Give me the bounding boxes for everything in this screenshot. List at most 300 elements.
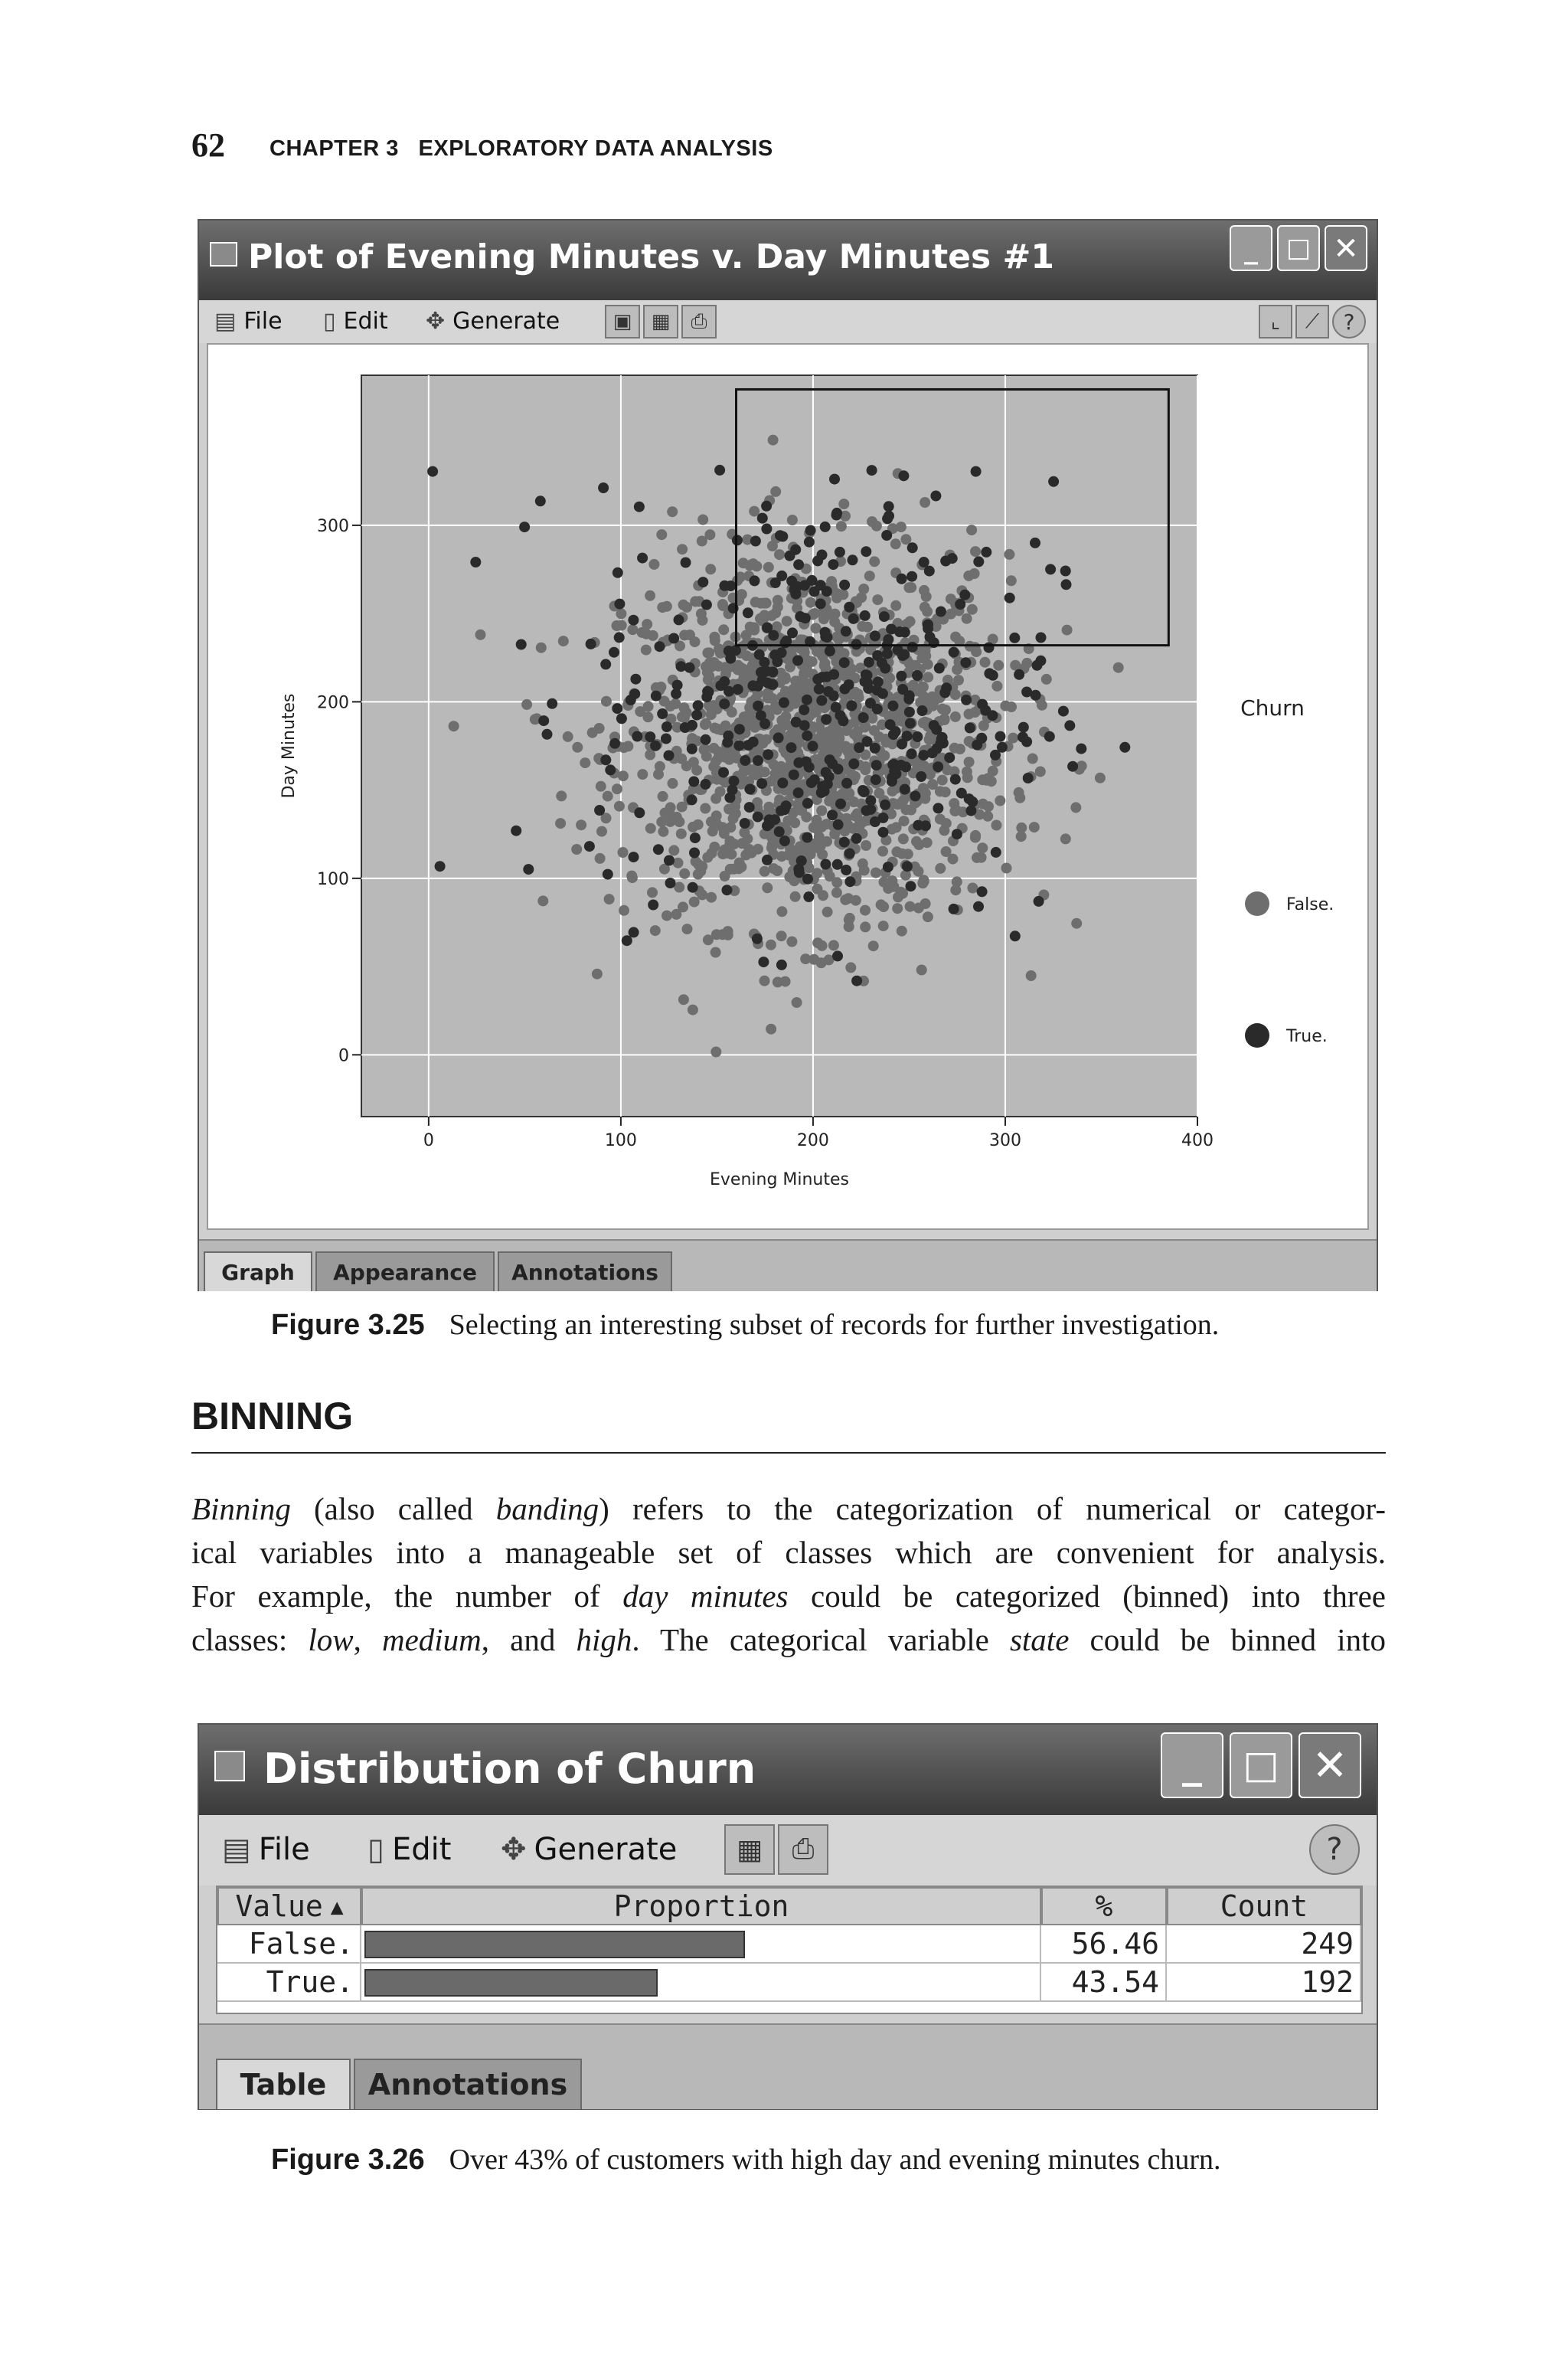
tab-table[interactable]: Table: [216, 2059, 351, 2109]
point-true: [752, 934, 763, 944]
point-false: [766, 776, 777, 787]
point-false: [697, 515, 708, 525]
help-button[interactable]: ?: [1332, 305, 1366, 339]
point-true: [1032, 660, 1043, 671]
select-mode-button[interactable]: ⌞: [1259, 305, 1292, 339]
point-false: [749, 625, 760, 636]
point-true: [907, 542, 918, 553]
point-false: [819, 658, 830, 669]
point-true: [538, 715, 549, 726]
point-false: [757, 738, 768, 749]
point-true: [753, 755, 763, 766]
point-true: [835, 799, 846, 810]
point-true: [435, 861, 446, 872]
point-true: [839, 657, 850, 668]
point-false: [766, 1024, 776, 1035]
point-false: [679, 868, 690, 879]
menu-bar: [199, 300, 1377, 343]
point-true: [470, 557, 481, 567]
edit-menu-icon: ▯: [368, 1832, 385, 1867]
cell-value[interactable]: False.: [217, 1925, 361, 1964]
point-false: [920, 646, 931, 656]
point-true: [628, 615, 639, 626]
point-true: [917, 705, 928, 716]
point-true: [835, 547, 845, 558]
point-false: [760, 976, 770, 986]
point-false: [1000, 701, 1011, 711]
point-true: [794, 867, 805, 878]
point-false: [755, 613, 766, 624]
point-true: [1018, 722, 1029, 733]
point-false: [780, 686, 791, 697]
point-false: [635, 706, 645, 717]
point-true: [1023, 773, 1034, 783]
column-header-value[interactable]: Value ▲: [217, 1887, 361, 1925]
point-false: [690, 596, 701, 607]
point-true: [820, 522, 831, 532]
point-false: [688, 1005, 698, 1016]
point-true: [766, 679, 777, 690]
export-button[interactable]: ▣: [605, 305, 640, 339]
point-false: [1060, 833, 1071, 844]
point-false: [776, 906, 787, 917]
point-true: [806, 777, 817, 788]
point-false: [950, 885, 961, 895]
point-true: [899, 649, 910, 660]
point-false: [710, 947, 721, 958]
point-true: [930, 491, 941, 502]
cell-count[interactable]: 192: [1167, 1964, 1361, 2002]
point-false: [983, 801, 994, 812]
figure-label: Figure 3.25: [271, 1309, 425, 1341]
point-false: [890, 538, 901, 549]
point-true: [871, 760, 882, 770]
point-true: [760, 718, 770, 729]
point-false: [746, 848, 757, 859]
column-header-proportion[interactable]: Proportion: [361, 1887, 1041, 1925]
point-true: [750, 536, 761, 547]
point-true: [748, 737, 759, 747]
point-true: [802, 798, 813, 809]
point-true: [786, 742, 797, 753]
text-run: classes:: [191, 1622, 309, 1657]
point-true: [1045, 564, 1056, 574]
cell-proportion[interactable]: [361, 1964, 1041, 2002]
point-false: [704, 671, 714, 682]
point-true: [743, 607, 753, 618]
point-true: [1034, 896, 1044, 907]
point-false: [1029, 822, 1040, 832]
point-false: [903, 849, 913, 859]
point-true: [632, 731, 642, 742]
point-true: [792, 655, 803, 666]
point-false: [658, 791, 668, 802]
point-false: [964, 708, 975, 719]
point-false: [811, 623, 822, 633]
point-true: [745, 784, 756, 795]
point-false: [710, 1047, 721, 1058]
point-false: [704, 647, 714, 658]
point-false: [766, 610, 777, 621]
point-true: [634, 807, 645, 818]
point-true: [600, 754, 611, 765]
column-header-percent[interactable]: %: [1041, 1887, 1167, 1925]
point-true: [427, 466, 438, 477]
tab-appearance[interactable]: Appearance: [315, 1251, 495, 1291]
point-true: [637, 553, 648, 564]
point-true: [848, 613, 859, 624]
maximize-button[interactable]: □: [1230, 1732, 1292, 1798]
point-true: [768, 630, 779, 641]
y-tick-label: 0: [338, 1046, 349, 1066]
point-false: [927, 692, 938, 702]
point-true: [897, 684, 908, 695]
point-true: [799, 720, 810, 731]
point-true: [776, 571, 787, 581]
text-run: ) refers to the categorization of numerical or categor-: [599, 1491, 1386, 1526]
point-false: [937, 775, 948, 786]
point-true: [1076, 744, 1086, 754]
point-true: [805, 525, 816, 536]
point-false: [993, 660, 1004, 671]
point-false: [679, 630, 690, 640]
point-false: [988, 766, 998, 777]
point-false: [919, 585, 929, 596]
point-true: [779, 804, 790, 815]
point-true: [715, 680, 726, 691]
point-true: [802, 832, 812, 843]
menu-generate[interactable]: ✥ Generate: [426, 308, 560, 335]
point-true: [687, 720, 697, 731]
point-false: [1001, 863, 1012, 874]
point-true: [802, 874, 813, 885]
point-false: [953, 675, 964, 685]
point-false: [1027, 754, 1038, 764]
point-false: [1035, 767, 1046, 777]
point-true: [865, 698, 876, 708]
text-line: [191, 1487, 1386, 1531]
point-true: [877, 688, 888, 699]
caption-text: Selecting an interesting subset of records for further investigation.: [449, 1309, 1220, 1341]
point-false: [952, 664, 962, 675]
point-false: [831, 728, 842, 739]
point-true: [984, 668, 995, 679]
point-true: [754, 649, 765, 660]
point-true: [861, 805, 872, 816]
point-false: [714, 643, 724, 654]
point-true: [879, 611, 890, 622]
point-true: [609, 738, 620, 749]
print-button[interactable]: ⎙: [778, 1824, 828, 1875]
point-false: [935, 863, 946, 874]
point-false: [475, 630, 486, 640]
point-true: [839, 837, 850, 848]
point-true: [714, 465, 725, 476]
italic-term: state: [1009, 1622, 1070, 1657]
generate-menu-icon: ✥: [501, 1832, 527, 1867]
point-false: [836, 521, 847, 531]
print-button[interactable]: ⎙: [681, 305, 717, 339]
point-true: [657, 708, 668, 719]
point-false: [690, 636, 701, 647]
legend-label-false: False.: [1286, 895, 1334, 914]
point-false: [746, 714, 757, 724]
point-false: [749, 506, 760, 517]
point-false: [681, 760, 692, 771]
point-true: [872, 650, 883, 661]
point-true: [927, 747, 938, 758]
point-false: [942, 764, 952, 775]
point-true: [865, 795, 876, 806]
italic-term: medium: [381, 1622, 482, 1657]
point-true: [645, 731, 655, 742]
point-true: [949, 647, 959, 658]
point-true: [776, 960, 787, 970]
point-true: [956, 788, 967, 799]
point-true: [881, 530, 892, 541]
point-true: [523, 864, 534, 875]
maximize-button[interactable]: □: [1277, 225, 1320, 271]
point-true: [1060, 566, 1071, 577]
point-false: [682, 924, 693, 934]
point-true: [934, 663, 945, 674]
point-false: [916, 965, 927, 976]
cell-value[interactable]: True.: [217, 1964, 361, 2002]
point-false: [604, 894, 615, 904]
point-false: [962, 613, 972, 624]
point-true: [734, 724, 745, 734]
point-true: [773, 732, 784, 743]
column-header-count[interactable]: Count: [1167, 1887, 1361, 1925]
point-true: [977, 886, 988, 897]
point-false: [832, 589, 843, 600]
point-false: [774, 549, 785, 560]
point-false: [808, 954, 819, 965]
title-bar: [199, 221, 1377, 300]
tab-annotations[interactable]: Annotations: [354, 2059, 582, 2109]
point-false: [645, 823, 656, 834]
point-true: [817, 550, 828, 561]
point-false: [846, 769, 857, 780]
point-true: [858, 712, 869, 723]
point-true: [827, 810, 838, 820]
point-false: [812, 646, 822, 657]
point-true: [690, 832, 701, 843]
menu-generate[interactable]: ✥ Generate: [501, 1832, 678, 1867]
point-false: [1014, 793, 1025, 803]
y-axis-label: Day Minutes: [279, 693, 299, 799]
point-true: [744, 802, 755, 813]
point-false: [964, 757, 975, 767]
point-false: [900, 804, 911, 815]
point-true: [1004, 593, 1015, 603]
point-true: [828, 691, 839, 702]
point-false: [838, 499, 849, 509]
point-true: [648, 900, 658, 911]
point-true: [724, 793, 735, 803]
point-false: [831, 877, 842, 888]
point-true: [664, 751, 675, 761]
title-bar: [199, 1725, 1377, 1815]
x-tick-label: 100: [604, 1131, 637, 1150]
point-true: [844, 849, 855, 859]
point-true: [900, 784, 910, 795]
point-true: [897, 574, 907, 584]
point-false: [878, 901, 889, 912]
distribution-table: [216, 1886, 1363, 2014]
point-false: [871, 868, 881, 878]
x-tick-label: 0: [423, 1131, 434, 1150]
point-true: [795, 611, 805, 622]
running-head: CHAPTER 3 EXPLORATORY DATA ANALYSIS: [270, 136, 773, 161]
point-true: [933, 803, 943, 813]
point-false: [676, 829, 687, 839]
point-false: [537, 895, 548, 906]
point-true: [848, 758, 859, 769]
point-true: [1058, 706, 1069, 717]
point-false: [788, 847, 799, 858]
point-true: [753, 812, 763, 823]
point-false: [844, 914, 854, 925]
point-true: [763, 749, 773, 760]
point-false: [821, 738, 831, 749]
point-true: [973, 556, 984, 567]
point-false: [706, 892, 717, 903]
point-false: [817, 940, 828, 951]
menu-edit[interactable]: ▯ Edit: [323, 308, 388, 335]
point-false: [763, 562, 774, 573]
point-false: [710, 793, 721, 804]
point-true: [688, 882, 698, 893]
point-true: [804, 762, 815, 773]
point-true: [851, 833, 862, 844]
point-true: [973, 901, 984, 912]
point-false: [967, 883, 978, 894]
minimize-button[interactable]: _: [1230, 225, 1272, 271]
point-false: [556, 790, 567, 801]
point-false: [707, 848, 717, 859]
point-true: [1014, 669, 1024, 680]
close-button[interactable]: ✕: [1325, 225, 1367, 271]
point-true: [777, 777, 788, 788]
point-false: [967, 604, 978, 615]
point-true: [740, 818, 750, 829]
point-true: [701, 692, 712, 702]
point-false: [924, 734, 935, 745]
point-true: [793, 559, 804, 570]
point-true: [651, 691, 662, 702]
minimize-button[interactable]: _: [1161, 1732, 1223, 1798]
point-true: [929, 720, 939, 731]
point-true: [903, 694, 914, 705]
point-false: [1008, 733, 1018, 744]
tab-graph[interactable]: Graph: [204, 1251, 312, 1291]
point-false: [782, 616, 792, 626]
point-false: [1095, 773, 1106, 783]
point-true: [762, 855, 773, 865]
point-true: [629, 852, 639, 862]
zoom-mode-button[interactable]: ⟋: [1295, 305, 1329, 339]
point-true: [919, 557, 929, 567]
point-false: [868, 940, 879, 951]
point-true: [839, 684, 850, 695]
cell-proportion[interactable]: [361, 1925, 1041, 1964]
point-true: [884, 511, 894, 522]
close-button[interactable]: ✕: [1298, 1732, 1361, 1798]
point-true: [733, 741, 744, 751]
point-true: [629, 927, 639, 937]
point-false: [830, 609, 841, 620]
point-false: [1071, 918, 1082, 929]
point-false: [760, 767, 770, 777]
figure-label: Figure 3.26: [271, 2144, 425, 2176]
point-true: [981, 547, 991, 558]
point-true: [598, 482, 609, 493]
x-axis-label: Evening Minutes: [709, 1170, 850, 1189]
point-false: [893, 891, 903, 902]
point-true: [906, 748, 917, 759]
point-true: [605, 764, 616, 775]
point-true: [687, 794, 697, 805]
tab-annotations[interactable]: Annotations: [498, 1251, 672, 1291]
help-button[interactable]: ?: [1309, 1824, 1360, 1875]
point-false: [887, 710, 897, 721]
legend-swatch-false: [1245, 891, 1269, 916]
file-menu-icon: ▤: [214, 308, 237, 335]
point-false: [874, 788, 884, 799]
page-number: 62: [191, 126, 225, 164]
point-false: [737, 838, 747, 849]
point-false: [835, 743, 845, 754]
menu-file[interactable]: ▤ File: [214, 308, 283, 335]
point-true: [833, 764, 844, 774]
point-false: [856, 592, 867, 603]
point-true: [883, 862, 893, 872]
point-false: [978, 721, 989, 731]
copy-button[interactable]: ▦: [643, 305, 678, 339]
point-true: [984, 643, 995, 653]
point-true: [884, 501, 894, 512]
point-false: [679, 702, 690, 713]
menu-file[interactable]: ▤ File: [222, 1832, 310, 1867]
scatter-chart: [208, 345, 1367, 1228]
point-false: [626, 871, 637, 881]
cell-percent[interactable]: 43.54: [1041, 1964, 1167, 2002]
point-false: [946, 594, 956, 604]
legend-label-true: True.: [1286, 1027, 1328, 1046]
point-true: [804, 537, 815, 548]
point-false: [790, 891, 801, 902]
point-true: [1021, 737, 1032, 747]
cell-count[interactable]: 249: [1167, 1925, 1361, 1964]
point-true: [841, 778, 852, 789]
point-true: [674, 614, 684, 625]
point-false: [1062, 625, 1073, 636]
point-false: [780, 673, 791, 684]
point-true: [516, 639, 527, 650]
point-false: [940, 705, 951, 715]
point-true: [612, 703, 622, 714]
point-true: [668, 633, 679, 644]
copy-button[interactable]: ▦: [724, 1824, 775, 1875]
menu-edit[interactable]: ▯ Edit: [368, 1832, 452, 1867]
point-false: [920, 602, 930, 613]
point-false: [627, 624, 638, 635]
cell-percent[interactable]: 56.46: [1041, 1925, 1167, 1964]
point-true: [833, 819, 844, 830]
point-true: [887, 776, 897, 787]
point-false: [923, 659, 933, 670]
